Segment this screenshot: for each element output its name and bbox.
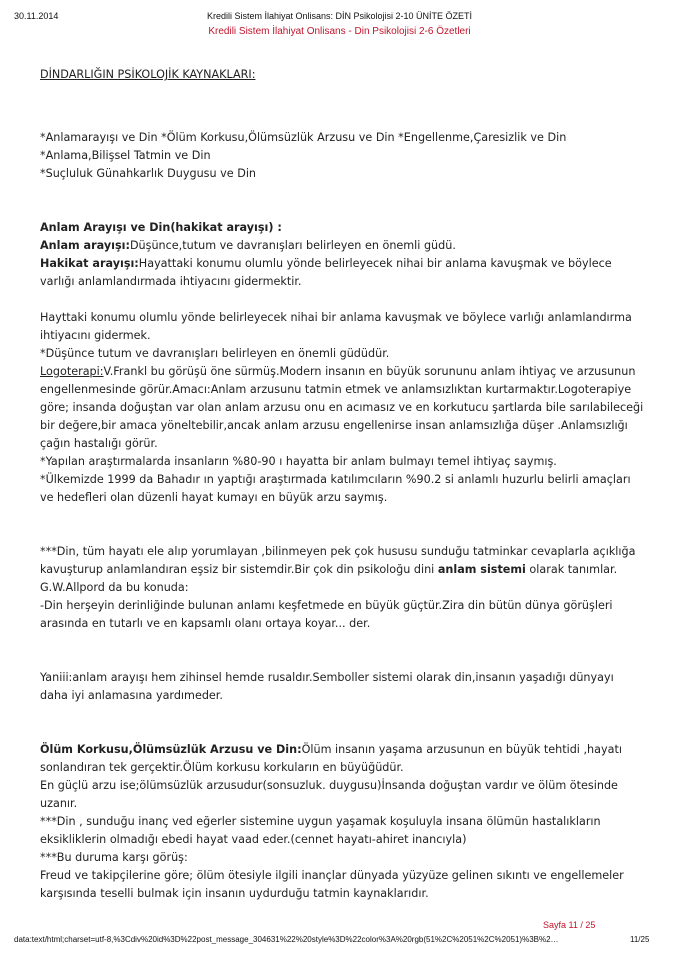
paragraph: En güçlü arzu ise;ölümsüzlük arzusudur(sonsuzluk. duygusu)İnsanda doğuştan vardır ve ölüm ötesinde uzanır. xyxy=(40,779,618,810)
section-title: Anlam Arayışı ve Din(hakikat arayışı) : xyxy=(40,221,282,234)
print-page-number: 11/25 xyxy=(630,935,650,944)
paragraph: ***Bu duruma karşı görüş: xyxy=(40,851,188,864)
print-date: 30.11.2014 xyxy=(14,11,59,21)
page-heading: DİNDARLIĞIN PSİKOLOJİK KAYNAKLARI: xyxy=(40,68,256,81)
paragraph: Hakikat arayışı:Hayattaki konumu olumlu yönde belirleyecek nihai bir anlama kavuşmak ve böylece varlığı anlamlandırmada ihtiyacını gidermektir. xyxy=(40,257,612,288)
list-item: *Anlamarayışı ve Din *Ölüm Korkusu,Ölümsüzlük Arzusu ve Din *Engellenme,Çaresizlik ve Din xyxy=(40,131,567,144)
paragraph: -Din herşeyin derinliğinde bulunan anlamı keşfetmede en büyük güçtür.Zira din bütün dünya görüşleri arasında en tutarlı ve en kapsamlı olanı ortaya koyar... der. xyxy=(40,599,613,630)
paragraph: Freud ve takipçilerine göre; ölüm ötesiyle ilgili inançlar dünyada yüzyüze gelinen sıkıntı ve engellemeler karşısında teselli bulmak için insanın uydurduğu tatmin kaynaklarıdır. xyxy=(40,869,624,900)
list-item: *Anlama,Bilişsel Tatmin ve Din xyxy=(40,149,211,162)
paragraph: ***Din, tüm hayatı ele alıp yorumlayan ,bilinmeyen pek çok hususu sunduğu tatminkar cevaplarla açıklığa kavuşturup anlamlandıran eşsiz bir sistemdir.Bir çok din psikoloğu dini anlam sistemi olarak tanımlar. xyxy=(40,545,636,576)
paragraph: *Düşünce tutum ve davranışları belirleyen en önemli güdüdür. xyxy=(40,347,390,360)
paragraph: G.W.Allpord da bu konuda: xyxy=(40,581,189,594)
paragraph: Yaniii:anlam arayışı hem zihinsel hemde rusaldır.Semboller sistemi olarak din,insanın yaşadığı dünyayı daha iyi anlamasına yardımeder. xyxy=(40,671,614,702)
document-body xyxy=(40,66,645,903)
document-subtitle: Kredili Sistem İlahiyat Onlisans - Din Psikolojisi 2-6 Özetleri xyxy=(208,26,471,37)
print-url: data:text/html;charset=utf-8,%3Cdiv%20id%3D%22post_message_304631%22%20style%3D%22color%3A%20rgb(51%2C%2051%2C%2051)%3B%2… xyxy=(14,935,559,944)
paragraph: Hayttaki konumu olumlu yönde belirleyecek nihai bir anlama kavuşmak ve böylece varlığı anlamlandırma ihtiyacını gidermek. xyxy=(40,311,632,342)
page-indicator: Sayfa 11 / 25 xyxy=(543,920,596,930)
paragraph: *Ülkemizde 1999 da Bahadır ın yaptığı araştırmada katılımcıların %90.2 si anlamlı huzurlu belirli amaçları ve hedefleri olan düzenli hayat kumayı en büyük arzu saymış. xyxy=(40,473,631,504)
paragraph: ***Din , sunduğu inanç ved eğerler sistemine uygun yaşamak koşuluyla insana ölümün hastalıkların eksikliklerin olmadığı ebedi hayat vaad eder.(cennet hayatı-ahiret inancıyla) xyxy=(40,815,601,846)
print-title: Kredili Sistem İlahiyat Onlisans: DİN Psikolojisi 2-10 ÜNİTE ÖZETİ xyxy=(206,11,473,21)
paragraph: Anlam arayışı:Düşünce,tutum ve davranışları belirleyen en önemli güdü. xyxy=(40,239,456,252)
paragraph: Ölüm Korkusu,Ölümsüzlük Arzusu ve Din:Ölüm insanın yaşama arzusunun en büyük tehtidi ,hayatı sonlandıran tek gerçektir.Ölüm korkusu korkuların en büyüğüdür. xyxy=(40,743,622,774)
paragraph: *Yapılan araştırmalarda insanların %80-90 ı hayatta bir anlam bulmayı temel ihtiyaç saymış. xyxy=(40,455,557,468)
list-item: *Suçluluk Günahkarlık Duygusu ve Din xyxy=(40,167,257,180)
paragraph: Logoterapi:V.Frankl bu görüşü öne sürmüş.Modern insanın en büyük sorununu anlam ihtiyaç ve arzusunun engellenmesinde görür.Amacı:Anlam arzusunu tatmin etmek ve anlamsızlıktan kurtarmaktır.Logoterapiye göre; insanda doğuştan var olan anlam arzusu onu en acımasız ve en korkutucu şartlarda bile sarılabileceği bir değere,bir amaca yöneltebilir,ancak anlam arzusu engellenirse insan anlamsızlığa düşer .Anlamsızlığı çağın hastalığı görür. xyxy=(40,365,644,450)
